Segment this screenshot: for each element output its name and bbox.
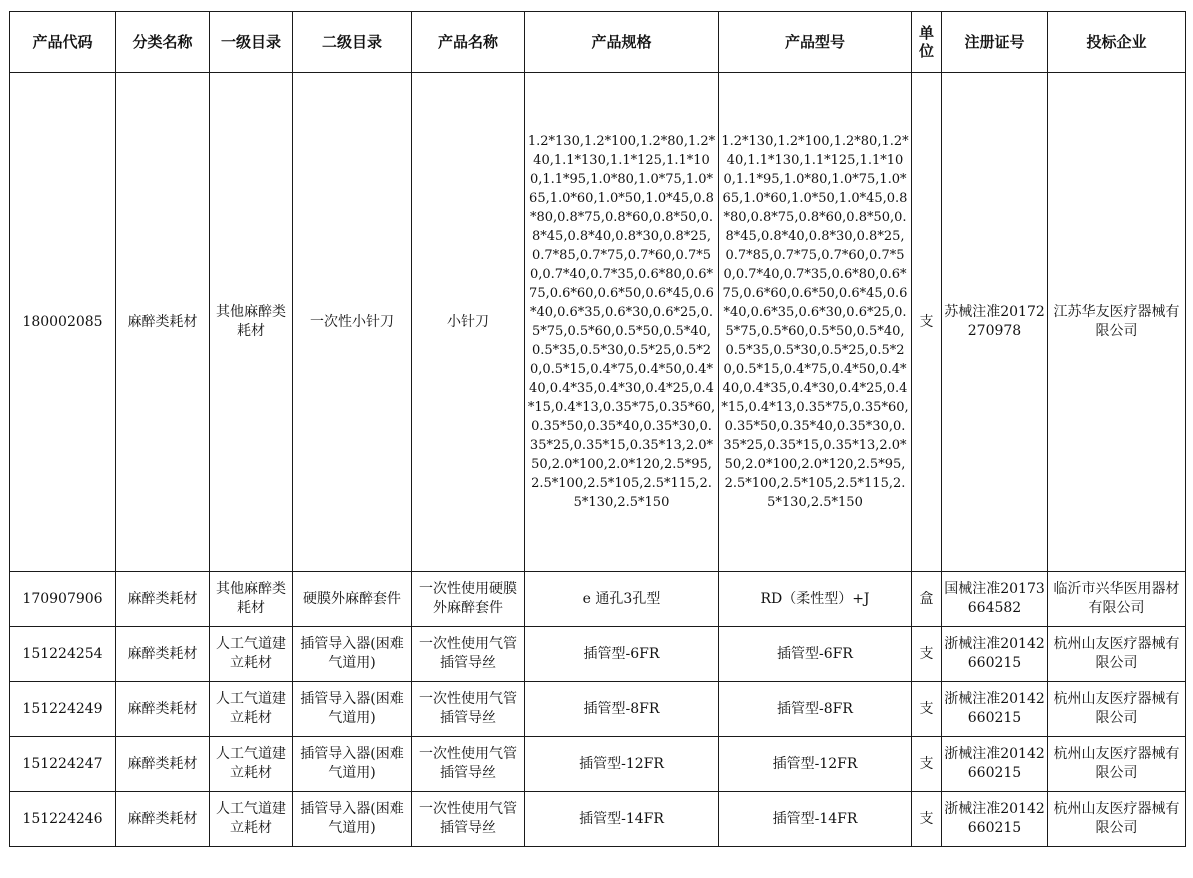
cell-unit: 支 <box>912 792 942 847</box>
cell-unit: 支 <box>912 627 942 682</box>
cell-level1: 人工气道建立耗材 <box>210 627 293 682</box>
cell-category: 麻醉类耗材 <box>116 792 210 847</box>
cell-spec: 插管型-12FR <box>525 737 719 792</box>
cell-unit: 支 <box>912 682 942 737</box>
cell-spec: e 通孔3孔型 <box>525 572 719 627</box>
cell-code: 151224246 <box>10 792 116 847</box>
cell-level2: 插管导入器(困难气道用) <box>293 792 412 847</box>
header-company: 投标企业 <box>1048 12 1186 73</box>
header-spec: 产品规格 <box>525 12 719 73</box>
header-code: 产品代码 <box>10 12 116 73</box>
cell-code: 180002085 <box>10 73 116 572</box>
cell-reg: 浙械注准20142660215 <box>942 682 1048 737</box>
cell-code: 151224254 <box>10 627 116 682</box>
cell-model: 插管型-12FR <box>719 737 912 792</box>
cell-category: 麻醉类耗材 <box>116 737 210 792</box>
cell-unit: 盒 <box>912 572 942 627</box>
cell-company: 杭州山友医疗器械有限公司 <box>1048 737 1186 792</box>
cell-spec: 插管型-8FR <box>525 682 719 737</box>
cell-level1: 人工气道建立耗材 <box>210 737 293 792</box>
cell-level1: 其他麻醉类耗材 <box>210 572 293 627</box>
cell-model: RD（柔性型）+J <box>719 572 912 627</box>
cell-reg: 浙械注准20142660215 <box>942 737 1048 792</box>
cell-name: 一次性使用硬膜外麻醉套件 <box>412 572 525 627</box>
cell-company: 江苏华友医疗器械有限公司 <box>1048 73 1186 572</box>
cell-code: 151224249 <box>10 682 116 737</box>
product-catalog-table <box>9 11 1186 847</box>
table-row <box>10 627 1186 682</box>
table-row <box>10 73 1186 572</box>
header-reg: 注册证号 <box>942 12 1048 73</box>
cell-company: 杭州山友医疗器械有限公司 <box>1048 627 1186 682</box>
cell-name: 小针刀 <box>412 73 525 572</box>
cell-level1: 其他麻醉类耗材 <box>210 73 293 572</box>
cell-level2: 插管导入器(困难气道用) <box>293 737 412 792</box>
header-level1: 一级目录 <box>210 12 293 73</box>
cell-name: 一次性使用气管插管导丝 <box>412 792 525 847</box>
header-name: 产品名称 <box>412 12 525 73</box>
cell-level2: 插管导入器(困难气道用) <box>293 682 412 737</box>
cell-model: 插管型-14FR <box>719 792 912 847</box>
cell-reg: 浙械注准20142660215 <box>942 792 1048 847</box>
header-unit: 单位 <box>912 12 942 73</box>
cell-spec: 插管型-14FR <box>525 792 719 847</box>
cell-company: 临沂市兴华医用器材有限公司 <box>1048 572 1186 627</box>
cell-name: 一次性使用气管插管导丝 <box>412 682 525 737</box>
cell-spec: 插管型-6FR <box>525 627 719 682</box>
cell-code: 151224247 <box>10 737 116 792</box>
cell-code: 170907906 <box>10 572 116 627</box>
cell-category: 麻醉类耗材 <box>116 73 210 572</box>
table-row <box>10 572 1186 627</box>
cell-category: 麻醉类耗材 <box>116 572 210 627</box>
cell-level2: 插管导入器(困难气道用) <box>293 627 412 682</box>
cell-unit: 支 <box>912 737 942 792</box>
header-model: 产品型号 <box>719 12 912 73</box>
cell-name: 一次性使用气管插管导丝 <box>412 627 525 682</box>
cell-model: 插管型-6FR <box>719 627 912 682</box>
table-row <box>10 737 1186 792</box>
cell-level2: 硬膜外麻醉套件 <box>293 572 412 627</box>
cell-company: 杭州山友医疗器械有限公司 <box>1048 682 1186 737</box>
header-level2: 二级目录 <box>293 12 412 73</box>
cell-level1: 人工气道建立耗材 <box>210 682 293 737</box>
cell-category: 麻醉类耗材 <box>116 682 210 737</box>
cell-name: 一次性使用气管插管导丝 <box>412 737 525 792</box>
cell-company: 杭州山友医疗器械有限公司 <box>1048 792 1186 847</box>
cell-reg: 苏械注准20172270978 <box>942 73 1048 572</box>
header-row <box>10 12 1186 73</box>
header-category: 分类名称 <box>116 12 210 73</box>
cell-category: 麻醉类耗材 <box>116 627 210 682</box>
table-row <box>10 682 1186 737</box>
cell-unit: 支 <box>912 73 942 572</box>
cell-level1: 人工气道建立耗材 <box>210 792 293 847</box>
cell-model: 1.2*130,1.2*100,1.2*80,1.2*40,1.1*130,1.1*125,1.1*100,1.1*95,1.0*80,1.0*75,1.0*65,1.0*60,1.0*50,1.0*45,0.8*80,0.8*75,0.8*60,0.8*50,0.8*45,0.8*40,0.8*30,0.8*25,0.7*85,0.7*75,0.7*60,0.7*50,0.7*40,0.7*35,0.6*80,0.6*75,0.6*60,0.6*50,0.6*45,0.6*40,0.6*35,0.6*30,0.6*25,0.5*75,0.5*60,0.5*50,0.5*40,0.5*35,0.5*30,0.5*25,0.5*20,0.5*15,0.4*75,0.4*50,0.4*40,0.4*35,0.4*30,0.4*25,0.4*15,0.4*13,0.35*75,0.35*60,0.35*50,0.35*40,0.35*30,0.35*25,0.35*15,0.35*13,2.0*50,2.0*100,2.0*120,2.5*95,2.5*100,2.5*105,2.5*115,2.5*130,2.5*150 <box>719 73 912 572</box>
cell-reg: 浙械注准20142660215 <box>942 627 1048 682</box>
cell-level2: 一次性小针刀 <box>293 73 412 572</box>
cell-reg: 国械注准20173664582 <box>942 572 1048 627</box>
cell-spec: 1.2*130,1.2*100,1.2*80,1.2*40,1.1*130,1.1*125,1.1*100,1.1*95,1.0*80,1.0*75,1.0*65,1.0*60,1.0*50,1.0*45,0.8*80,0.8*75,0.8*60,0.8*50,0.8*45,0.8*40,0.8*30,0.8*25,0.7*85,0.7*75,0.7*60,0.7*50,0.7*40,0.7*35,0.6*80,0.6*75,0.6*60,0.6*50,0.6*45,0.6*40,0.6*35,0.6*30,0.6*25,0.5*75,0.5*60,0.5*50,0.5*40,0.5*35,0.5*30,0.5*25,0.5*20,0.5*15,0.4*75,0.4*50,0.4*40,0.4*35,0.4*30,0.4*25,0.4*15,0.4*13,0.35*75,0.35*60,0.35*50,0.35*40,0.35*30,0.35*25,0.35*15,0.35*13,2.0*50,2.0*100,2.0*120,2.5*95,2.5*100,2.5*105,2.5*115,2.5*130,2.5*150 <box>525 73 719 572</box>
table-row <box>10 792 1186 847</box>
cell-model: 插管型-8FR <box>719 682 912 737</box>
